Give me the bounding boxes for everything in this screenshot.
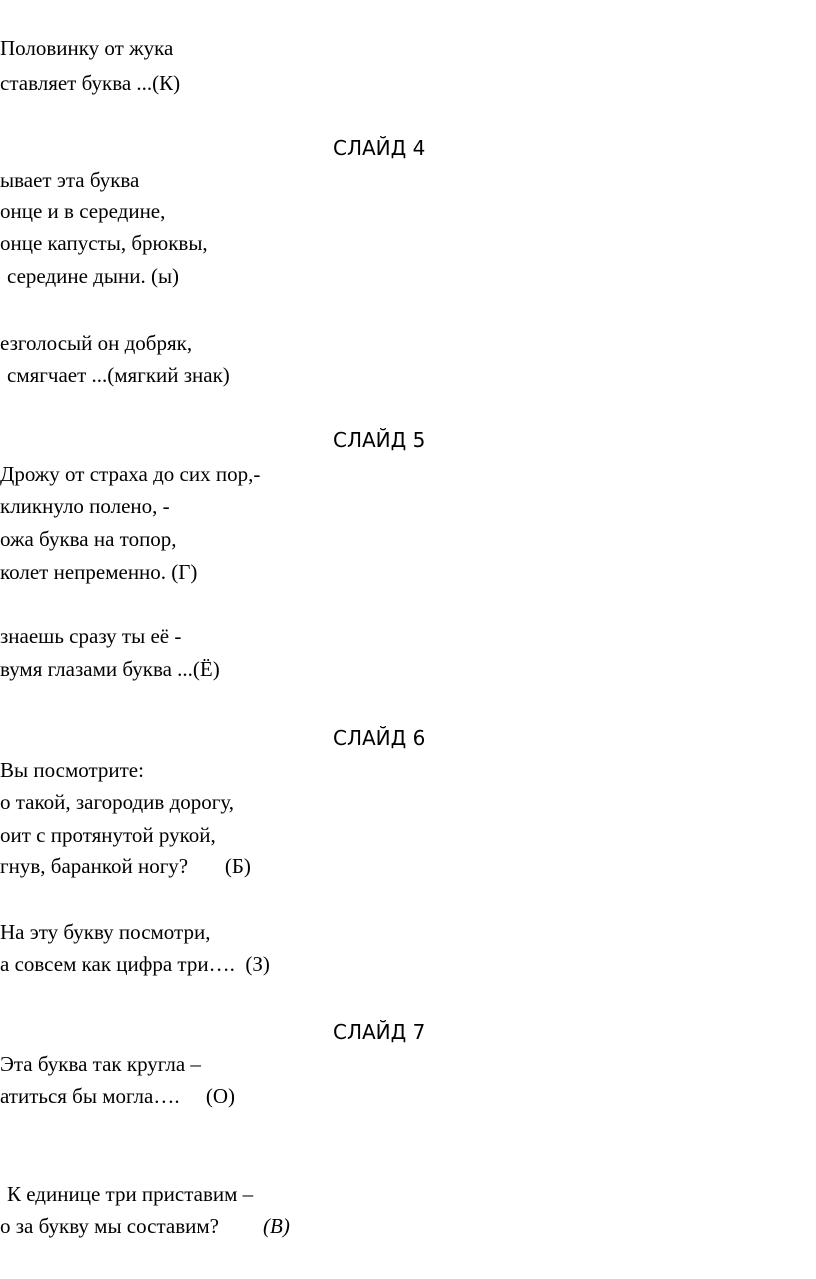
poem-line: Вы посмотрите:	[0, 758, 144, 782]
poem-line: онце капусты, брюквы,	[0, 231, 208, 255]
poem-line: вумя глазами буква ...(Ё)	[0, 657, 220, 681]
answer-label: (В)	[263, 1214, 290, 1238]
poem-line: оит с протянутой рукой,	[0, 823, 216, 847]
poem-line: о такой, загородив дорогу,	[0, 790, 235, 814]
poem-line: Половинку от жука	[0, 36, 174, 60]
poem-line: а совсем как цифра три…. (З)	[0, 952, 270, 976]
poem-line: К единице три приставим –	[7, 1182, 254, 1206]
poem-line: онце и в середине,	[0, 199, 166, 223]
poem-line: знаешь сразу ты её -	[0, 624, 182, 648]
slide-heading: СЛАЙД 5	[333, 428, 426, 452]
poem-line: атиться бы могла…. (О)	[0, 1084, 236, 1108]
poem-line: ывает эта буква	[0, 168, 140, 192]
poem-line: На эту букву посмотри,	[0, 920, 211, 944]
poem-line: Дрожу от страха до сих пор,-	[0, 462, 261, 486]
poem-line: смягчает ...(мягкий знак)	[7, 363, 230, 387]
poem-line: о за букву мы составим?	[0, 1214, 219, 1238]
slide-heading: СЛАЙД 4	[333, 136, 426, 160]
poem-line: кликнуло полено, -	[0, 494, 170, 518]
poem-line: колет непременно. (Г)	[0, 560, 198, 584]
poem-line: середине дыни. (ы)	[7, 264, 180, 288]
slide-heading: СЛАЙД 6	[333, 726, 426, 750]
poem-line: езголосый он добряк,	[0, 331, 193, 355]
poem-line: гнув, баранкой ногу? (Б)	[0, 854, 251, 878]
slide-heading: СЛАЙД 7	[333, 1020, 426, 1044]
poem-line: Эта буква так кругла –	[0, 1052, 201, 1076]
poem-line: ставляет буква ...(К)	[0, 71, 181, 95]
poem-line: ожа буква на топор,	[0, 527, 177, 551]
